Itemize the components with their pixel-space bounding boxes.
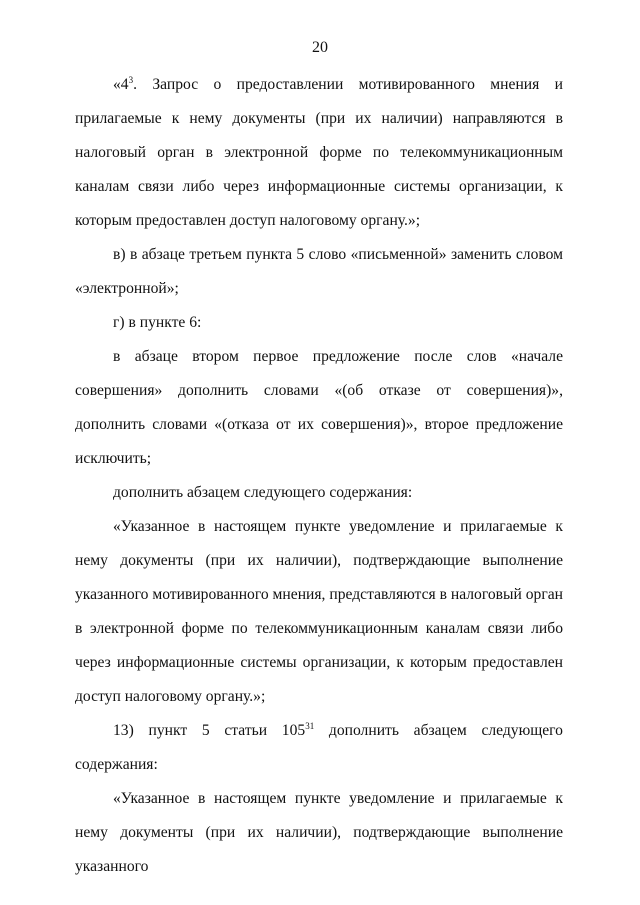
superscript: 31 bbox=[305, 721, 315, 731]
superscript: 3 bbox=[128, 75, 134, 85]
paragraph-notification-quote: «Указанное в настоящем пункте уведомление и прилагаемые к нему документы (при их наличии), подтверждающие выполнение указанного мотивированного мнения, представляются в налоговый орган в электронной форме по телекоммуникационным каналам связи либо через информационные системы организации, к которым предоставлен доступ налоговому органу.»; bbox=[75, 518, 563, 705]
paragraph-notification-quote-2: «Указанное в настоящем пункте уведомление и прилагаемые к нему документы (при их наличии), подтверждающие выполнение указанного bbox=[75, 790, 563, 875]
paragraph-13 bbox=[75, 714, 563, 782]
paragraph-g: г) в пункте 6: bbox=[113, 314, 202, 331]
document-body bbox=[75, 68, 563, 884]
paragraph-text-end: . Запрос о предоставлении мотивированного мнения и прилагаемые к нему документы (при их наличии) направляются в налоговый орган в электронной форме по телекоммуникационным каналам связи либо через информационные системы организации, к которым предоставлен доступ налоговому органу.»; bbox=[75, 76, 563, 229]
paragraph-text-start: «4 bbox=[113, 76, 129, 93]
paragraph-add-abzac: дополнить абзацем следующего содержания: bbox=[113, 484, 413, 501]
paragraph-text-end: дополнить абзацем следующего содержания: bbox=[75, 722, 563, 773]
paragraph-second-abzac: в абзаце втором первое предложение после слов «начале совершения» дополнить словами «(об отказе от совершения)», дополнить словами «(отказа от их совершения)», второе предложение исключить; bbox=[75, 348, 563, 467]
paragraph-v: в) в абзаце третьем пункта 5 слово «письменной» заменить словом «электронной»; bbox=[75, 246, 563, 297]
paragraph-4-3-request bbox=[75, 68, 563, 238]
paragraph-text-start: 13) пункт 5 статьи 105 bbox=[113, 722, 306, 739]
page-number: 20 bbox=[312, 39, 328, 56]
